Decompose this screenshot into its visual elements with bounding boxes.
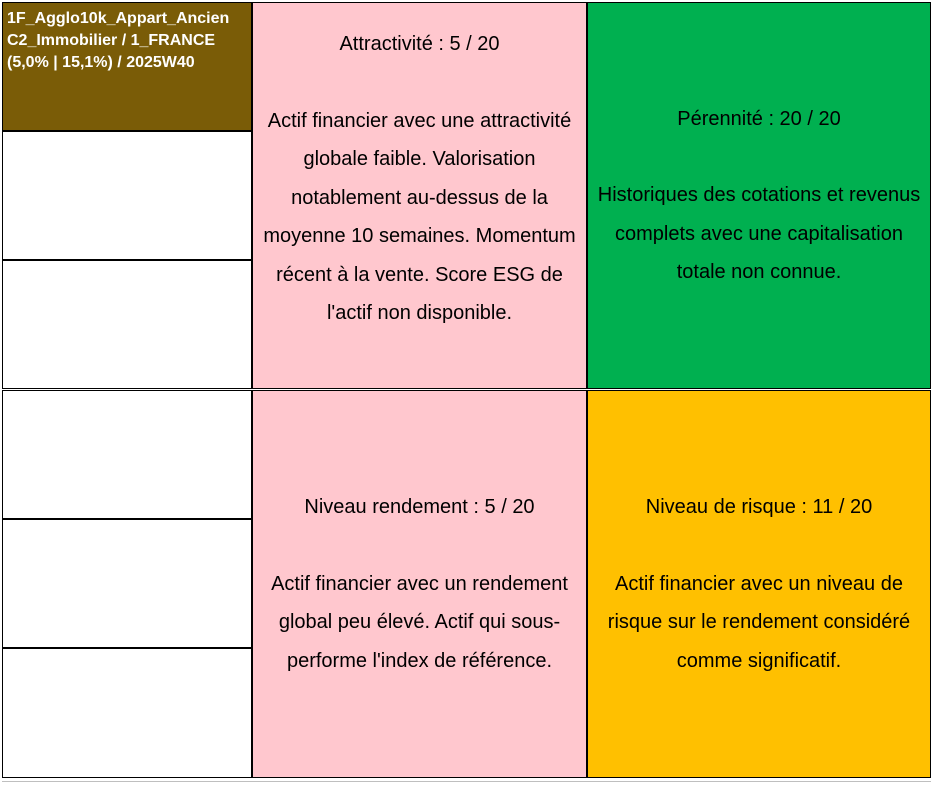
blank-cell	[2, 519, 252, 648]
rendement-title: Niveau rendement : 5 / 20	[304, 496, 535, 518]
asset-header-cell	[2, 2, 252, 131]
asset-category: C2_Immobilier / 1_FRANCE	[7, 32, 216, 49]
rendement-cell	[252, 390, 587, 778]
asset-name: 1F_Agglo10k_Appart_Ancien	[7, 10, 230, 27]
risque-cell	[587, 390, 931, 778]
attractivite-title: Attractivité : 5 / 20	[339, 33, 500, 55]
asset-stats: (5,0% | 15,1%) / 2025W40	[7, 54, 195, 71]
attractivite-cell	[252, 2, 587, 389]
perennite-cell	[587, 2, 931, 389]
risque-title: Niveau de risque : 11 / 20	[645, 496, 873, 518]
blank-cell	[2, 260, 252, 389]
attractivite-description: Actif financier avec une attractivité globale faible. Valorisation notablement au-dessus de la moyenne 10 semaines. Momentum récent à la vente. Score ESG de l'actif non disponible.	[263, 109, 576, 324]
blank-cell	[2, 390, 252, 519]
blank-cell	[2, 131, 252, 260]
perennite-title: Pérennité : 20 / 20	[677, 107, 841, 130]
blank-cell	[2, 648, 252, 778]
risque-description: Actif financier avec un niveau de risque sur le rendement considéré comme significatif.	[607, 572, 911, 672]
perennite-description: Historiques des cotations et revenus complets avec une capitalisation totale non connue.	[597, 184, 921, 283]
rendement-description: Actif financier avec un rendement global peu élevé. Actif qui sous-performe l'index de référence.	[271, 572, 568, 672]
bottom-divider	[2, 781, 931, 782]
